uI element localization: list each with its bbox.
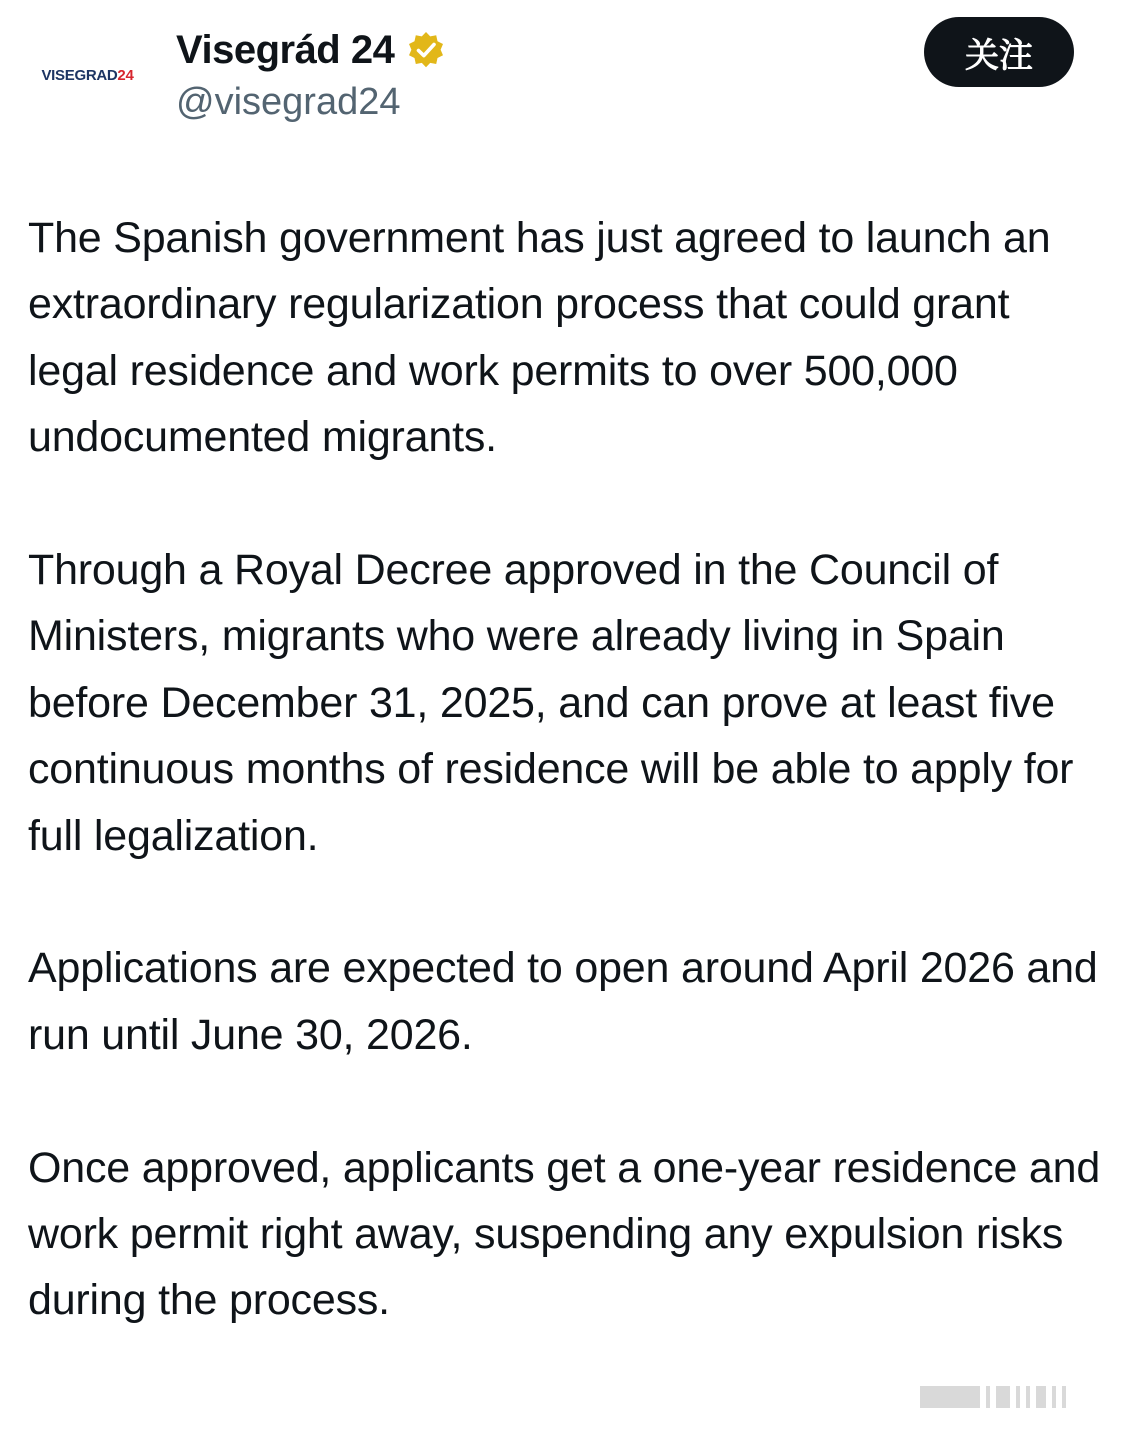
avatar-logo-accent: 24 bbox=[117, 66, 134, 84]
avatar-logo-main: VISEGRAD bbox=[41, 66, 118, 84]
watermark-mark bbox=[1052, 1386, 1056, 1408]
tweet-paragraph: Through a Royal Decree approved in the Council of Ministers, migrants who were already living in Spain before December 31, 2025, and can prove at least five continuous months of residence will be able to apply for full legalization. bbox=[28, 546, 1074, 860]
tweet-paragraph: Once approved, applicants get a one-year residence and work permit right away, suspending any expulsion risks during the process. bbox=[28, 1143, 1101, 1325]
user-handle[interactable]: @visegrad24 bbox=[176, 81, 401, 123]
tweet-header bbox=[0, 0, 1125, 150]
watermark-mark bbox=[920, 1386, 980, 1408]
watermark-mark bbox=[1026, 1386, 1030, 1408]
watermark-mark bbox=[1036, 1386, 1046, 1408]
display-name[interactable]: Visegrád 24 bbox=[176, 28, 395, 72]
name-row bbox=[176, 26, 446, 74]
follow-button[interactable]: 关注 bbox=[924, 17, 1074, 87]
avatar-logo bbox=[41, 67, 133, 84]
watermark-mark bbox=[986, 1386, 990, 1408]
avatar[interactable] bbox=[30, 30, 145, 120]
watermark bbox=[920, 1382, 1105, 1412]
verified-badge-icon[interactable] bbox=[406, 30, 446, 70]
tweet-body bbox=[28, 205, 1103, 1400]
tweet-paragraph: Applications are expected to open around April 2026 and run until June 30, 2026. bbox=[28, 944, 1098, 1059]
watermark-mark bbox=[1062, 1386, 1066, 1408]
watermark-mark bbox=[1016, 1386, 1020, 1408]
tweet-paragraph: The Spanish government has just agreed to launch an extraordinary regularization process that could grant legal residence and work permits to over 500,000 undocumented migrants. bbox=[28, 214, 1051, 462]
watermark-mark bbox=[996, 1386, 1010, 1408]
